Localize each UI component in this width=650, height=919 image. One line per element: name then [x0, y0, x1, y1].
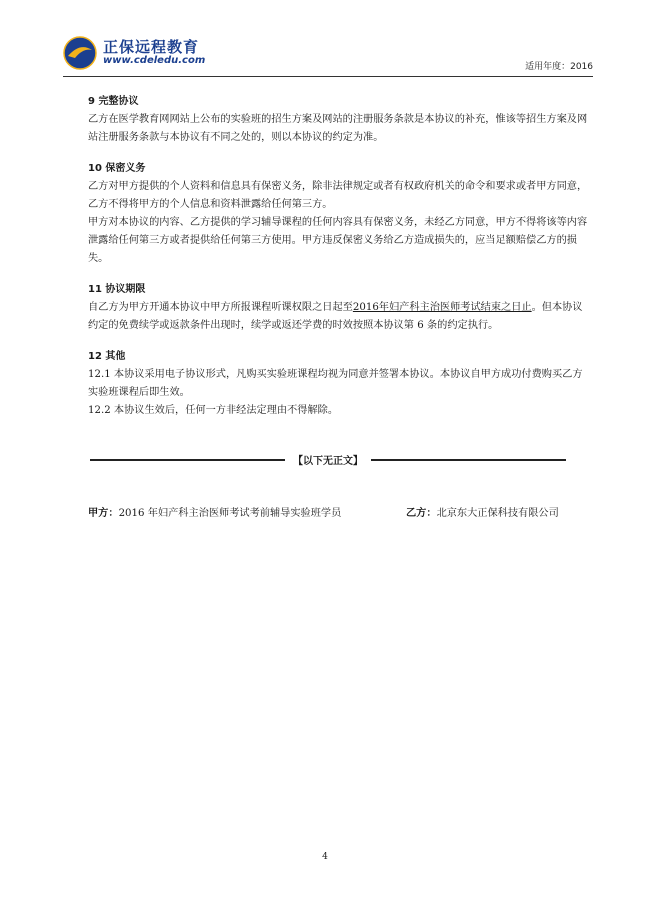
paragraph: 甲方对本协议的内容、乙方提供的学习辅导课程的任何内容具有保密义务，未经乙方同意，甲方不得将该等内容泄露给任何第三方或者提供给任何第三方使用。甲方违反保密义务给乙方造成损失的，应当足额赔偿乙方的损失。: [88, 217, 588, 264]
paragraph: 12.1 本协议采用电子协议形式，凡购买实验班课程均视为同意并签署本协议。本协议自甲方成功付费购买乙方实验班课程后即生效。: [88, 369, 583, 398]
logo-icon: [63, 36, 97, 70]
divider-text: 【以下无正文】: [293, 456, 363, 467]
party-a: [88, 504, 341, 519]
party-a-label: 甲方：: [88, 508, 119, 519]
paragraph: 12.2 本协议生效后，任何一方非经法定理由不得解除。: [88, 405, 339, 416]
page-header: [63, 32, 593, 77]
term-text-pre: 自乙方为甲方开通本协议中甲方所报课程听课权限之日起至: [88, 302, 353, 313]
paragraph: [88, 299, 588, 335]
section-11: [88, 280, 588, 335]
section-10: [88, 159, 588, 268]
section-12: [88, 347, 588, 420]
party-b-label: 乙方：: [406, 508, 437, 519]
term-end-date: 2016年妇产科主治医师考试结束之日止: [352, 302, 532, 313]
applicable-year: 适用年度：2016: [525, 62, 593, 72]
party-b-value: 北京东大正保科技有限公司: [436, 508, 559, 519]
site-url[interactable]: www.cdeledu.com: [103, 55, 206, 66]
brand-name: 正保远程教育: [103, 38, 200, 56]
section-9: [88, 92, 588, 147]
section-title: 9 完整协议: [88, 96, 139, 107]
page-number: 4: [322, 852, 328, 862]
section-title: 11 协议期限: [88, 284, 146, 295]
section-title: 12 其他: [88, 351, 126, 362]
party-a-value: 2016 年妇产科主治医师考试考前辅导实验班学员: [118, 508, 342, 519]
document-body: [88, 92, 588, 432]
divider-line-left: [90, 459, 285, 461]
party-b: [406, 504, 559, 519]
section-title: 10 保密义务: [88, 163, 146, 174]
paragraph: 乙方在医学教育网网站上公布的实验班的招生方案及网站的注册服务条款是本协议的补充，惟该等招生方案及网站注册服务条款与本协议有不同之处的，则以本协议的约定为准。: [88, 114, 588, 143]
end-of-text-divider: [80, 452, 576, 467]
term-text-post: 。但本协议约定的免费续学或返款条件出现时，续学或返还学费的时效按照本协议第 6 条的约定执行。: [88, 302, 583, 331]
paragraph: 乙方对甲方提供的个人资料和信息具有保密义务，除非法律规定或者有权政府机关的命令和要求或者甲方同意，乙方不得将甲方的个人信息和资料泄露给任何第三方。: [88, 181, 588, 210]
divider-line-right: [371, 459, 566, 461]
